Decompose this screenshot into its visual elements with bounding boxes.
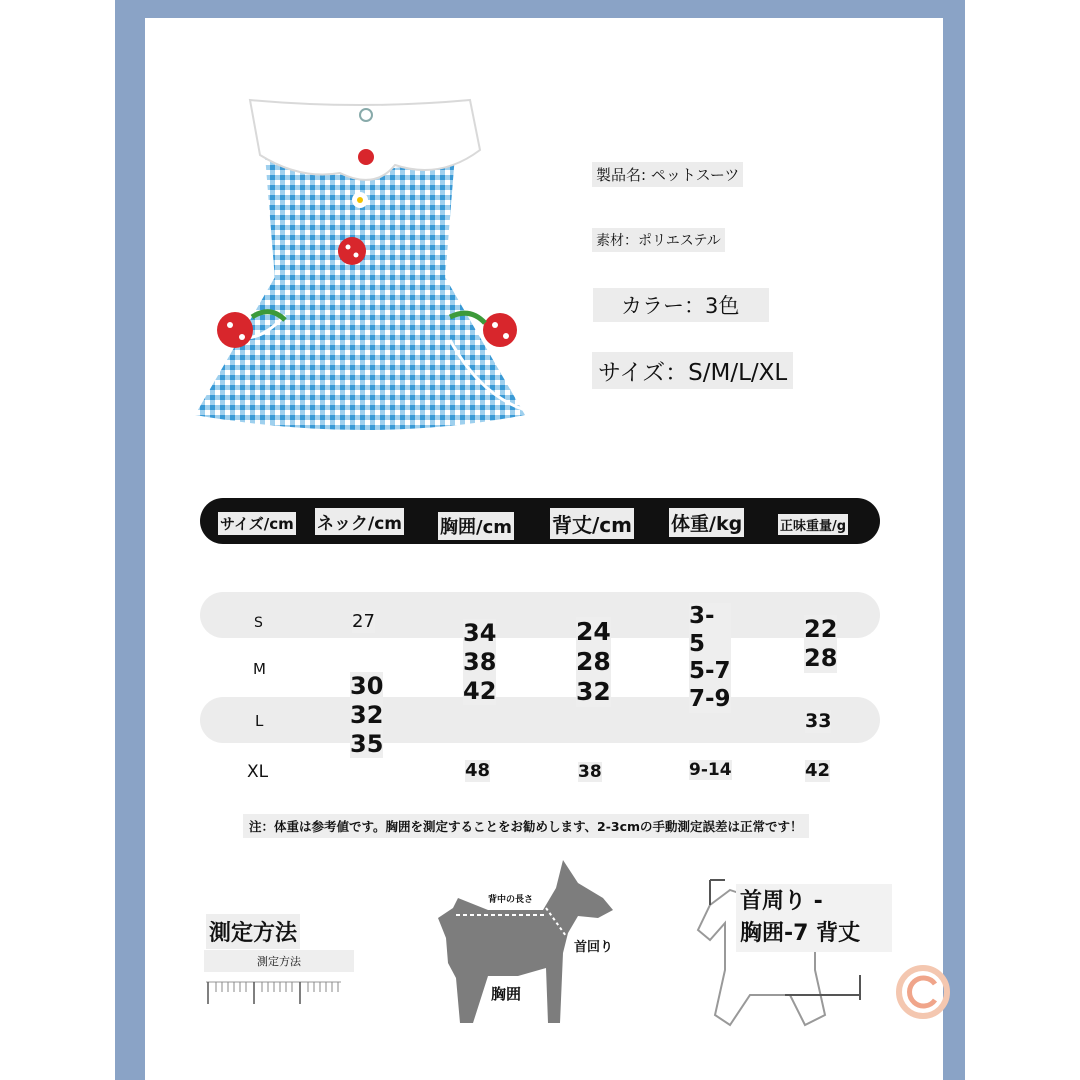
- pet-dress-image: [190, 95, 550, 445]
- measurement-note: 注：体重は参考値です。胸囲を測定することをお勧めします、2-3cmの手動測定誤差は正常です！: [243, 814, 809, 838]
- chest-cell: 34 38 42: [463, 619, 497, 705]
- back-length-label: 背中の長さ: [488, 892, 533, 905]
- net-weight-cell: 42: [805, 760, 831, 781]
- neck-cell: 27: [352, 611, 375, 632]
- neck-label: 首回り: [574, 936, 613, 955]
- header-back: 背丈/cm: [550, 508, 634, 539]
- frame-left: [115, 0, 145, 1080]
- header-neck: ネック/cm: [315, 508, 404, 535]
- row-stripe: [200, 697, 880, 743]
- back-cell: 38: [578, 762, 602, 782]
- product-name: 製品名: ペットスーツ: [592, 162, 743, 187]
- header-size: サイズ/cm: [218, 512, 296, 535]
- measure-title: 測定方法: [206, 914, 300, 949]
- chest-cell: 48: [465, 760, 491, 781]
- header-weight: 体重/kg: [669, 508, 744, 537]
- measure-subtitle: 測定方法: [204, 950, 354, 972]
- coat-measure-text: 首周り - 胸囲-7 背丈: [740, 889, 861, 946]
- back-cell: 24 28 32: [576, 617, 611, 706]
- product-size: サイズ：S/M/L/XL: [592, 352, 793, 389]
- frame-top: [115, 0, 965, 18]
- neck-cell: 30 32 35: [350, 672, 384, 758]
- coat-measure-label: [736, 884, 892, 952]
- frame-right: [943, 0, 965, 1080]
- watermark-logo: [893, 962, 953, 1022]
- net-weight-cell: 22 28: [804, 615, 838, 672]
- size-label: M: [253, 660, 266, 678]
- weight-cell: 3- 5 5-7 7-9: [689, 603, 731, 712]
- size-label: L: [255, 712, 264, 730]
- weight-cell: 9-14: [689, 760, 732, 780]
- product-color: カラー：3色: [593, 288, 769, 322]
- row-stripe: [200, 592, 880, 638]
- header-net-weight: 正味重量/g: [778, 514, 848, 535]
- size-label: XL: [247, 762, 269, 782]
- product-material: 素材：ポリエステル: [592, 228, 725, 252]
- chest-label: 胸囲: [491, 985, 522, 1003]
- ruler-icon: [206, 976, 346, 1006]
- header-chest: 胸囲/cm: [438, 512, 514, 540]
- size-label: S: [254, 615, 263, 631]
- net-weight-cell: 33: [805, 710, 832, 732]
